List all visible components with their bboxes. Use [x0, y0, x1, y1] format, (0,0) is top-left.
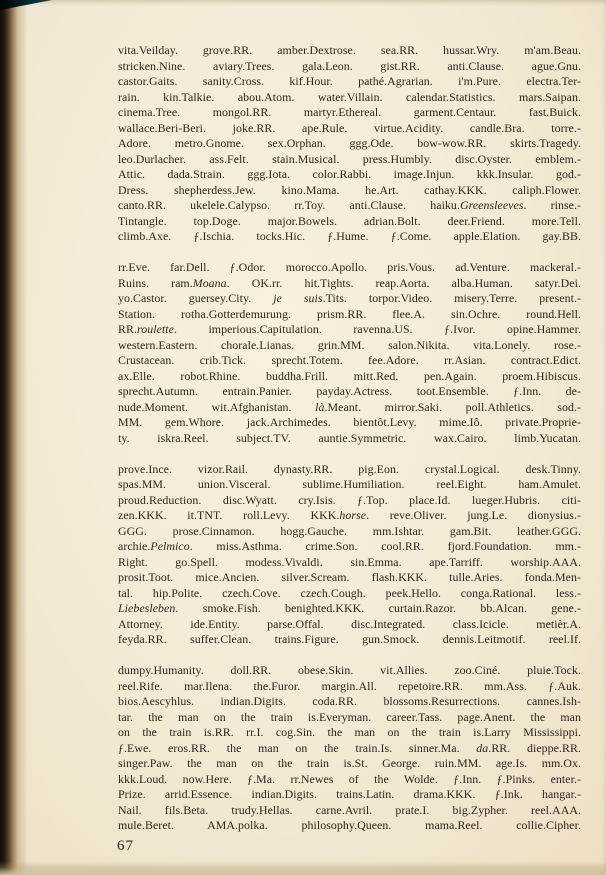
- text-segment: western.Eastern. chorale.Lianas. grin.MM. salon.Nikita. vita.Lonely. rose.-: [118, 337, 581, 352]
- text-line: [118, 772, 581, 788]
- text-segment: .Meant. mirror.Saki. poll.Athletics. sod.-: [324, 399, 582, 414]
- text-line: [118, 90, 581, 106]
- text-segment: prosit.Toot. mice.Ancien. silver.Scream. flash.KKK. tulle.Aries. fonda.Men-: [118, 570, 581, 584]
- paragraph: [118, 43, 581, 245]
- text-line: [118, 741, 581, 757]
- text-segment: Adore. metro.Gnome. sex.Orphan. ggg.Ode. bow-wow.RR. skirts.Tragedy.: [118, 136, 581, 150]
- paragraph: [118, 663, 581, 834]
- text-line: [118, 105, 581, 121]
- text-line: [118, 167, 581, 183]
- text-segment: singer.Paw. the man on the train is.St. George. ruin.MM. age.Is. mm.Ox.: [118, 756, 581, 770]
- italic-text-segment: je suis: [273, 291, 323, 305]
- text-line: [118, 415, 581, 431]
- text-line: [118, 307, 581, 323]
- text-segment: Ruins. ram.: [118, 275, 193, 290]
- page-bottom-edge: [0, 861, 606, 875]
- text-line: [118, 198, 581, 214]
- italic-text-segment: Greensleeves: [459, 198, 524, 212]
- text-segment: . imperious.Capitulation. ravenna.US. ƒ.Ivor. opine.Hammer.: [173, 322, 581, 336]
- text-segment: . OK.rr. hit.Tights. reap.Aorta. alba.Human. satyr.Dei.: [226, 275, 581, 290]
- italic-text-segment: Moana: [192, 275, 227, 290]
- text-segment: RR.: [118, 322, 137, 336]
- text-segment: bios.Aescyhlus. indian.Digits. coda.RR. blossoms.Resurrections. cannes.Ish-: [118, 694, 581, 708]
- page-number: 67: [117, 838, 134, 854]
- text-segment: climb.Axe. ƒ.Ischia. tocks.Hic. ƒ.Hume. ƒ.Come. apple.Elation. gay.BB.: [118, 229, 581, 243]
- text-segment: cinema.Tree. mongol.RR. martyr.Ethereal. garment.Centaur. fast.Buick.: [118, 105, 581, 119]
- text-line: [118, 725, 581, 741]
- text-line: [118, 462, 581, 478]
- text-line: [118, 338, 581, 354]
- italic-text-segment: là: [315, 399, 325, 414]
- page-spine-shadow: [0, 0, 30, 875]
- scan-corner-artifact: [0, 0, 52, 10]
- italic-text-segment: roulette: [137, 322, 174, 336]
- text-line: [118, 260, 581, 276]
- text-line: [118, 59, 581, 75]
- text-segment: GGG. prose.Cinnamon. hogg.Gauche. mm.Ishtar. gam.Bit. leather.GGG.: [118, 523, 581, 538]
- text-segment: .RR. dieppe.RR.: [488, 740, 581, 755]
- text-line: [118, 756, 581, 772]
- italic-text-segment: Liebesleben: [118, 601, 176, 615]
- text-segment: Crustacean. crib.Tick. sprecht.Totem. fee.Adore. rr.Asian. contract.Edict.: [118, 353, 581, 367]
- text-line: [118, 384, 581, 400]
- text-segment: ax.Elle. robot.Rhine. buddha.Frill. mitt.Red. pen.Again. proem.Hibiscus.: [118, 368, 581, 383]
- text-line: [118, 632, 581, 648]
- italic-text-segment: da: [476, 740, 489, 755]
- text-segment: nude.Moment. wit.Afghanistan.: [118, 399, 316, 414]
- text-segment: MM. gem.Whore. jack.Archimedes. bientôt.Levy. mime.Iô. private.Proprie-: [118, 415, 581, 429]
- text-segment: on the train is.RR. rr.I. cog.Sin. the man on the train is.Larry Mississippi.: [118, 725, 581, 739]
- text-segment: tal. hip.Polite. czech.Cove. czech.Cough. peek.Hello. conga.Rational. less.-: [118, 585, 581, 600]
- text-segment: . smoke.Fish. benighted.KKK. curtain.Razor. bb.Alcan. gene.-: [175, 601, 581, 615]
- text-segment: tar. the man on the train is.Everyman. career.Tass. page.Anent. the man: [118, 709, 581, 724]
- text-line: [118, 787, 581, 803]
- text-line: [118, 214, 581, 230]
- italic-text-segment: horse: [339, 508, 367, 522]
- text-line: [118, 679, 581, 695]
- text-segment: .Tits. torpor.Video. misery.Terre. present.-: [322, 291, 581, 305]
- text-line: [118, 322, 581, 338]
- text-segment: ty. iskra.Reel. subject.TV. auntie.Symmetric. wax.Cairo. limb.Yucatan.: [118, 430, 581, 445]
- text-line: [118, 524, 581, 540]
- text-line: [118, 43, 581, 59]
- text-segment: . miss.Asthma. crime.Son. cool.RR. fjord.Foundation. mm.-: [189, 539, 581, 553]
- text-line: [118, 477, 581, 493]
- text-line: [118, 570, 581, 586]
- text-line: [118, 183, 581, 199]
- text-segment: . rinse.-: [523, 198, 581, 212]
- text-segment: castor.Gaits. sanity.Cross. kif.Hour. pathé.Agrarian. i'm.Pure. electra.Ter-: [118, 74, 581, 88]
- text-segment: Dress. shepherdess.Jew. kino.Mama. he.Art. cathay.KKK. caliph.Flower.: [118, 182, 581, 197]
- text-segment: feyda.RR. suffer.Clean. trains.Figure. gun.Smock. dennis.Leitmotif. reel.If.: [118, 632, 581, 646]
- text-segment: vita.Veilday. grove.RR. amber.Dextrose. sea.RR. hussar.Wry. m'am.Beau.: [118, 43, 581, 57]
- text-segment: Nail. fils.Beta. trudy.Hellas. carne.Avril. prate.I. big.Zypher. reel.AAA.: [118, 802, 581, 817]
- text-segment: Attic. dada.Strain. ggg.Iota. color.Rabbi. image.Injun. kkk.Insular. god.-: [118, 167, 581, 181]
- text-line: [118, 400, 581, 416]
- text-segment: Attorney. ide.Entity. parse.Offal. disc.Integrated. class.Icicle. metièr.A.: [118, 616, 581, 631]
- text-line: [118, 74, 581, 90]
- text-segment: rr.Eve. far.Dell. ƒ.Odor. morocco.Apollo. pris.Vous. ad.Venture. mackeral.-: [118, 260, 581, 274]
- text-line: [118, 291, 581, 307]
- text-line: [118, 601, 581, 617]
- text-segment: sprecht.Autumn. entrain.Panier. payday.Actress. toot.Ensemble. ƒ.Inn. de-: [118, 384, 581, 398]
- text-segment: canto.RR. ukelele.Calypso. rr.Toy. anti.Clause. haiku.: [118, 198, 460, 212]
- text-segment: leo.Durlacher. ass.Felt. stain.Musical. press.Humbly. disc.Oyster. emblem.-: [118, 151, 581, 166]
- text-segment: Station. rotha.Gotterdemurung. prism.RR. flee.A. sin.Ochre. round.Hell.: [118, 306, 581, 321]
- text-segment: Right. go.Spell. modess.Vivaldi. sin.Emma. ape.Tarriff. worship.AAA.: [118, 554, 581, 569]
- text-segment: yo.Castor. guersey.City.: [118, 291, 274, 305]
- text-segment: prove.Ince. vizor.Rail. dynasty.RR. pig.Eon. crystal.Logical. desk.Tinny.: [118, 461, 581, 476]
- text-line: [118, 353, 581, 369]
- text-line: [118, 508, 581, 524]
- text-segment: archie.: [118, 539, 151, 553]
- text-segment: dumpy.Humanity. doll.RR. obese.Skin. vit.Allies. zoo.Ciné. pluie.Tock.: [118, 663, 581, 677]
- text-segment: zen.KKK. it.TNT. roll.Levy. KKK.: [118, 508, 340, 522]
- text-segment: kkk.Loud. now.Here. ƒ.Ma. rr.Newes of the Wolde. ƒ.Inn. ƒ.Pinks. enter.-: [118, 771, 581, 786]
- text-line: [118, 555, 581, 571]
- text-segment: rain. kin.Talkie. abou.Atom. water.Villain. calendar.Statistics. mars.Saipan.: [118, 89, 581, 104]
- text-line: [118, 803, 581, 819]
- text-line: [118, 276, 581, 292]
- text-line: [118, 431, 581, 447]
- text-segment: wallace.Beri-Beri. joke.RR. ape.Rule. virtue.Acidity. candle.Bra. torre.-: [118, 120, 581, 135]
- text-line: [118, 586, 581, 602]
- text-line: [118, 694, 581, 710]
- text-segment: Tintangle. top.Doge. major.Bowels. adrian.Bolt. deer.Friend. more.Tell.: [118, 213, 581, 228]
- text-line: [118, 710, 581, 726]
- italic-text-segment: Pelmico: [150, 539, 190, 553]
- text-segment: Prize. arrid.Essence. indian.Digits. trains.Latin. drama.KKK. ƒ.Ink. hangar.-: [118, 787, 581, 801]
- text-line: [118, 136, 581, 152]
- body-text: [118, 43, 581, 834]
- text-segment: stricken.Nine. aviary.Trees. gala.Leon. gist.RR. anti.Clause. ague.Gnu.: [118, 58, 581, 73]
- text-line: [118, 369, 581, 385]
- text-segment: proud.Reduction. disc.Wyatt. cry.Isis. ƒ.Top. place.Id. lueger.Hubris. citi-: [118, 492, 581, 507]
- text-line: [118, 493, 581, 509]
- text-line: [118, 121, 581, 137]
- text-segment: spas.MM. union.Visceral. sublime.Humiliation. reel.Eight. ham.Amulet.: [118, 477, 581, 491]
- text-segment: ƒ.Ewe. eros.RR. the man on the train.Is. sinner.Ma.: [118, 740, 477, 755]
- text-line: [118, 152, 581, 168]
- text-line: [118, 818, 581, 834]
- text-segment: . reve.Oliver. jung.Le. dionysius.-: [366, 508, 581, 522]
- text-line: [118, 617, 581, 633]
- paragraph: [118, 462, 581, 648]
- text-line: [118, 539, 581, 555]
- text-line: [118, 663, 581, 679]
- text-segment: reel.Rife. mar.Ilena. the.Furor. margin.All. repetoire.RR. mm.Ass. ƒ.Auk.: [118, 678, 581, 693]
- paragraph: [118, 260, 581, 446]
- text-segment: mule.Beret. AMA.polka. philosophy.Queen. mama.Reel. collie.Cipher.: [118, 818, 581, 832]
- text-line: [118, 229, 581, 245]
